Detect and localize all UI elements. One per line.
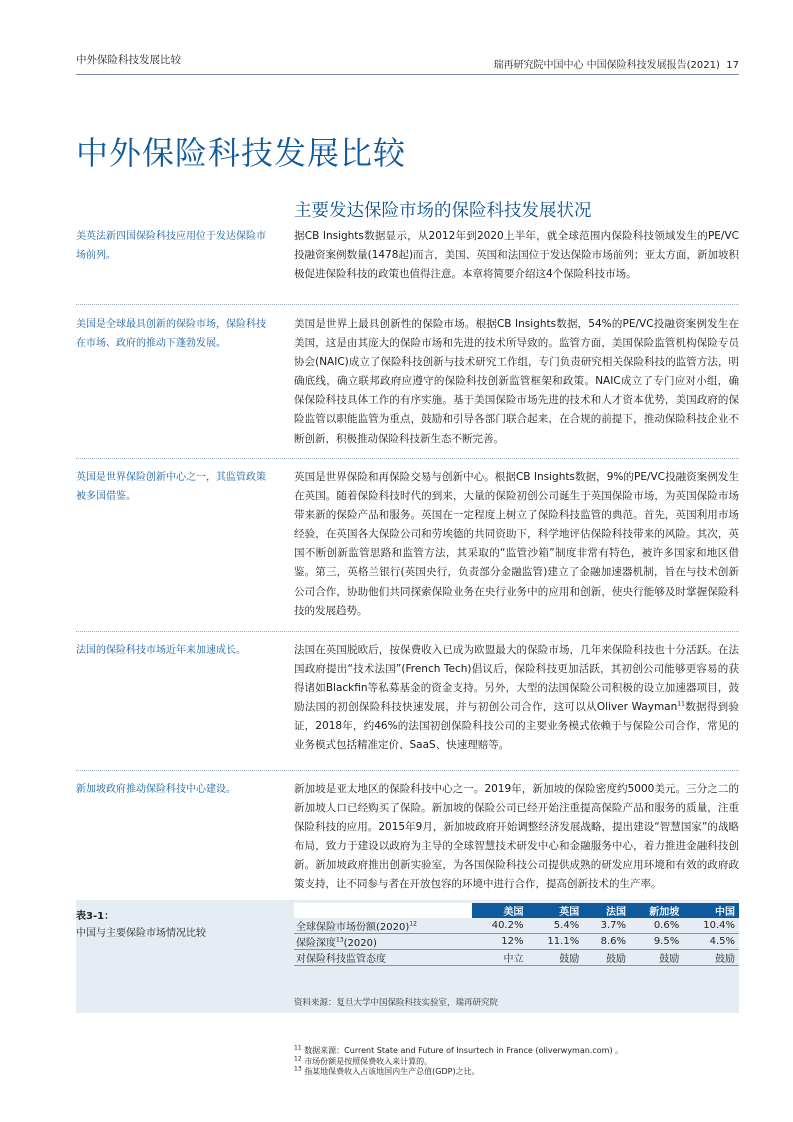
footnote: [294, 1067, 623, 1078]
table-caption: 中国与主要保险市场情况比较: [76, 928, 206, 939]
paragraph-overview: 据CB Insights数据显示，从2012年到2020上半年，就全球范围内保险科技领域发生的PE/VC投融资案例数量(1478起)而言，美国、英国和法国位于发达保险市场前列；亚太方面，新加坡积极促进保险科技的政策也值得注意。本章将简要介绍这4个保险科技市场。: [294, 230, 739, 281]
table-cell: 40.2%: [472, 918, 528, 934]
table-cell: 9.5%: [630, 934, 683, 950]
section-divider: [76, 458, 739, 459]
paragraph-usa: 美国是世界上最具创新性的保险市场。根据CB Insights数据，54%的PE/VC投融资案例发生在美国，这是由其庞大的保险市场和先进的技术所导致的。监管方面，美国保险监管机构保险专员协会(NAIC)成立了保险科技创新与技术研究工作组，专门负责研究相关保险科技的监管方法，明确底线，确立联邦政府应遵守的保险科技创新监管框架和政策。NAIC成立了专门应对小组，确保保险科技具体工作的有序实施。基于美国保险市场先进的技术和人才资本优势，美国政府的保险监管以职能监管为重点，鼓励和引导各部门联合起来，在合规的前提下，推动保险科技企业不断创新，积极推动保险科技新生态不断完善。: [294, 318, 739, 445]
sidenote-uk: 英国是世界保险创新中心之一，其监管政策被多国借鉴。: [76, 472, 266, 502]
table-row: [294, 934, 739, 950]
table-corner: [294, 903, 472, 918]
footnote: [294, 1054, 623, 1068]
row-label-text: 对保险科技监管态度: [296, 954, 386, 965]
table-cell: 鼓励: [583, 950, 630, 966]
section-divider: [76, 631, 739, 632]
paragraph-singapore: 新加坡是亚太地区的保险科技中心之一。2019年，新加坡的保险密度约5000美元。三分之二的新加坡人口已经购买了保险。新加坡的保险公司已经开始注重提高保险产品和服务的质量，注重保险科技的应用。2015年9月，新加坡政府开始调整经济发展战略，提出建设“智慧国家”的战略布局，致力于建设以政府为主导的全球智慧技术研发中心和金融服务中心，着力推进金融科技创新。新加坡政府推出创新实验室，为各国保险科技公司提供成熟的研发应用环境和有效的政府政策支持，让不同参与者在开放包容的环境中进行合作，提高创新技术的生产率。: [294, 783, 739, 891]
paragraph-france-part2: 数据得到验证，2018年，约46%的法国初创保险科技公司的主要业务模式依赖于与保险公司合作，常见的业务模式包括精准定价、SaaS、快速理赔等。: [294, 701, 740, 752]
section-divider: [76, 770, 739, 771]
paragraph-france: [294, 641, 739, 756]
page-number: 17: [726, 60, 739, 71]
row-label-suffix: (2020): [343, 938, 377, 949]
running-header-report: [493, 56, 739, 71]
table-source: 资料来源：复旦大学中国保险科技实验室，瑞再研究院: [294, 998, 499, 1008]
table-cell: 8.6%: [583, 934, 630, 950]
table-cell: 4.5%: [683, 934, 739, 950]
column-header: 中国: [683, 903, 739, 918]
table-cell: 鼓励: [527, 950, 583, 966]
footnote-number: 13: [294, 1065, 302, 1073]
footnote-ref: 12: [409, 920, 417, 928]
paragraph-france-part1: 法国在英国脱欧后，按保费收入已成为欧盟最大的保险市场，几年来保险科技也十分活跃。在法国政府提出“技术法国”(French Tech)倡议后，保险科技更加活跃，其初创公司能够更容易的获得诸如Blackfin等私募基金的资金支持。另外，大型的法国保险公司积极的设立加速器项目，鼓励法国的初创保险科技快速发展，并与初创公司合作，这可以从Oliver Wayman: [294, 644, 739, 714]
comparison-table: [294, 903, 739, 966]
table-cell: 3.7%: [583, 918, 630, 934]
footnote-ref: 13: [336, 936, 344, 944]
row-label-text: 全球保险市场份额(2020): [296, 922, 410, 933]
row-label: [294, 934, 472, 950]
table-cell: 鼓励: [683, 950, 739, 966]
page-title: 中外保险科技发展比较: [76, 134, 407, 172]
sidenote-usa: 美国是全球最具创新的保险市场，保险科技在市场、政府的推动下蓬勃发展。: [76, 319, 266, 349]
column-header: 法国: [583, 903, 630, 918]
table-label: 表3-1：: [76, 911, 115, 922]
footnote-number: 11: [294, 1044, 302, 1052]
table-panel: [76, 900, 739, 1013]
sidenote-singapore: 新加坡政府推动保险科技中心建设。: [76, 784, 236, 795]
header-divider: [76, 74, 739, 75]
section-divider: [76, 304, 739, 305]
column-header: 美国: [472, 903, 528, 918]
sidenote-france: 法国的保险科技市场近年来加速成长。: [76, 645, 246, 656]
footnote: [294, 1046, 623, 1057]
table-row: [294, 918, 739, 934]
footnote-ref: 11: [677, 700, 685, 708]
table-cell: 12%: [472, 934, 528, 950]
report-title: 瑞再研究院中国中心 中国保险科技发展报告(2021): [493, 60, 720, 71]
running-header-chapter: 中外保险科技发展比较: [76, 54, 181, 66]
footnote-number: 12: [294, 1054, 302, 1062]
table-cell: 0.6%: [630, 918, 683, 934]
section-subtitle: 主要发达保险市场的保险科技发展状况: [294, 201, 592, 221]
table-cell: 5.4%: [527, 918, 583, 934]
footnote-text: 市场份额是按照保费收入来计算的。: [304, 1056, 433, 1066]
table-cell: 11.1%: [527, 934, 583, 950]
table-cell: 中立: [472, 950, 528, 966]
row-label: [294, 950, 472, 966]
column-header: 新加坡: [630, 903, 683, 918]
paragraph-uk: 英国是世界保险和再保险交易与创新中心。根据CB Insights数据，9%的PE/VC投融资案例发生在英国。随着保险科技时代的到来，大量的保险初创公司诞生于英国保险市场，为英国保险市场带来新的保险产品和服务。英国在一定程度上树立了保险科技监管的典范。首先，英国利用市场经验，在英国各大保险公司和劳埃德的共同资助下，科学地评估保险科技带来的风险。其次，英国不断创新监管思路和监管方法，其采取的“监管沙箱”制度非常有特色，被许多国家和地区借鉴。第三，英格兰银行(英国央行，负责部分金融监管)建立了金融加速器机制，旨在与技术创新公司合作，协助他们共同探索保险业务在央行业务中的应用和创新，使央行能够及时掌握保险科技的发展趋势。: [294, 471, 739, 617]
footnote-text: 数据来源：Current State and Future of Insurtech in France (oliverwyman.com) 。: [304, 1046, 624, 1055]
column-header: 英国: [527, 903, 583, 918]
table-cell: 10.4%: [683, 918, 739, 934]
row-label: [294, 918, 472, 934]
table-row: [294, 950, 739, 966]
sidenote-overview: 美英法新四国保险科技应用位于发达保险市场前列。: [76, 231, 266, 261]
footnote-text: 指某地保费收入占该地国内生产总值(GDP)之比。: [304, 1067, 480, 1076]
table-cell: 鼓励: [630, 950, 683, 966]
footnotes: [294, 1046, 623, 1078]
row-label-text: 保险深度: [296, 938, 336, 949]
table-header-row: [294, 903, 739, 918]
